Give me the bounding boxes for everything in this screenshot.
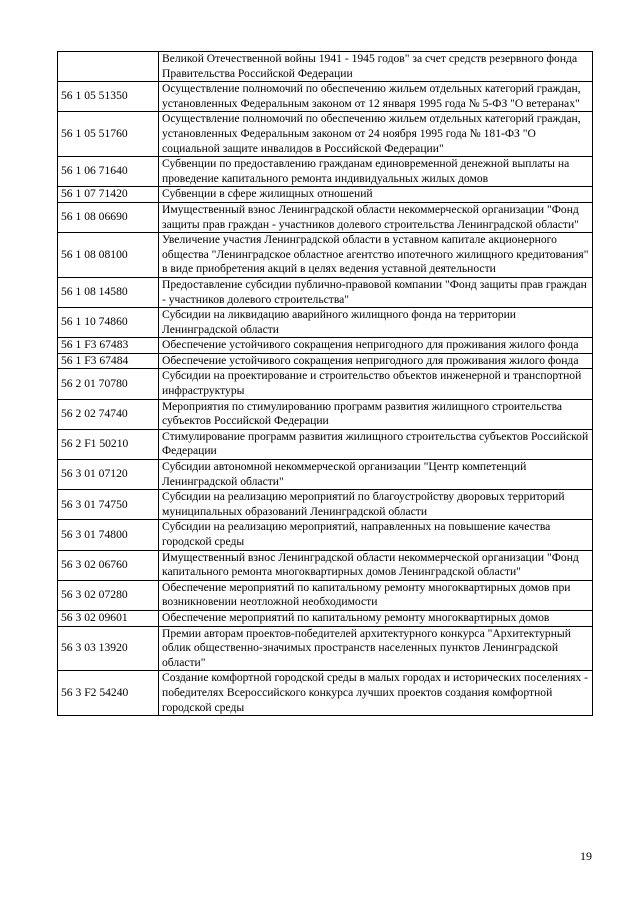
table-row <box>58 520 593 550</box>
budget-code-cell: 56 3 03 13920 <box>58 626 159 671</box>
table-row <box>58 550 593 580</box>
table-row <box>58 626 593 671</box>
budget-code-cell: 56 2 01 70780 <box>58 369 159 399</box>
budget-code-cell: 56 3 01 74800 <box>58 520 159 550</box>
table-row <box>58 353 593 369</box>
table-row <box>58 429 593 459</box>
description-cell: Премии авторам проектов-победителей архитектурного конкурса "Архитектурный облик общественно-значимых пространств населенных пунктов Ленинградской области" <box>159 626 593 671</box>
budget-code-cell: 56 1 F3 67484 <box>58 353 159 369</box>
description-cell: Обеспечение мероприятий по капитальному ремонту многоквартирных домов <box>159 610 593 626</box>
description-cell: Создание комфортной городской среды в малых городах и исторических поселениях - победителях Всероссийского конкурса лучших проектов создания комфортной городской среды <box>159 671 593 716</box>
table-row <box>58 610 593 626</box>
description-cell: Осуществление полномочий по обеспечению жильем отдельных категорий граждан, установленных Федеральным законом от 24 ноября 1995 года № 181-ФЗ "О социальной защите инвалидов в Российской Федерации" <box>159 112 593 157</box>
description-cell: Субсидии на проектирование и строительство объектов инженерной и транспортной инфраструктуры <box>159 369 593 399</box>
description-cell: Обеспечение устойчивого сокращения непригодного для проживания жилого фонда <box>159 338 593 354</box>
table-row <box>58 369 593 399</box>
table-row <box>58 308 593 338</box>
budget-code-cell: 56 2 F1 50210 <box>58 429 159 459</box>
budget-code-cell: 56 2 02 74740 <box>58 399 159 429</box>
table-row <box>58 671 593 716</box>
description-cell: Субсидии на реализацию мероприятий по благоустройству дворовых территорий муниципальных образований Ленинградской области <box>159 490 593 520</box>
description-cell: Обеспечение мероприятий по капитальному ремонту многоквартирных домов при возникновении неотложной необходимости <box>159 580 593 610</box>
table-row <box>58 460 593 490</box>
description-cell: Великой Отечественной войны 1941 - 1945 годов" за счет средств резервного фонда Правительства Российской Федерации <box>159 52 593 82</box>
table-row <box>58 580 593 610</box>
budget-codes-table <box>57 51 593 716</box>
table-row <box>58 338 593 354</box>
table-body <box>58 52 593 716</box>
table-row <box>58 277 593 307</box>
budget-code-cell: 56 3 F2 54240 <box>58 671 159 716</box>
budget-code-cell: 56 1 07 71420 <box>58 187 159 203</box>
table-row <box>58 52 593 82</box>
description-cell: Субвенции по предоставлению гражданам единовременной денежной выплаты на проведение капитального ремонта индивидуальных жилых домов <box>159 157 593 187</box>
table-row <box>58 187 593 203</box>
budget-code-cell <box>58 52 159 82</box>
description-cell: Имущественный взнос Ленинградской области некоммерческой организации "Фонд капитального ремонта многоквартирных домов Ленинградской области" <box>159 550 593 580</box>
table-row <box>58 202 593 232</box>
table-row <box>58 82 593 112</box>
budget-code-cell: 56 1 08 08100 <box>58 233 159 278</box>
description-cell: Стимулирование программ развития жилищного строительства субъектов Российской Федерации <box>159 429 593 459</box>
budget-code-cell: 56 1 08 06690 <box>58 202 159 232</box>
page-number: 19 <box>580 849 592 863</box>
budget-code-cell: 56 3 02 06760 <box>58 550 159 580</box>
description-cell: Предоставление субсидии публично-правовой компании "Фонд защиты прав граждан - участников долевого строительства" <box>159 277 593 307</box>
description-cell: Субсидии на ликвидацию аварийного жилищного фонда на территории Ленинградской области <box>159 308 593 338</box>
table-row <box>58 399 593 429</box>
table-row <box>58 112 593 157</box>
budget-code-cell: 56 1 05 51760 <box>58 112 159 157</box>
table-row <box>58 233 593 278</box>
description-cell: Осуществление полномочий по обеспечению жильем отдельных категорий граждан, установленных Федеральным законом от 12 января 1995 года № 5-ФЗ "О ветеранах" <box>159 82 593 112</box>
description-cell: Имущественный взнос Ленинградской области некоммерческой организации "Фонд защиты прав граждан - участников долевого строительства Ленинградской области" <box>159 202 593 232</box>
budget-code-cell: 56 1 05 51350 <box>58 82 159 112</box>
budget-code-cell: 56 1 08 14580 <box>58 277 159 307</box>
description-cell: Субсидии на реализацию мероприятий, направленных на повышение качества городской среды <box>159 520 593 550</box>
budget-code-cell: 56 3 02 09601 <box>58 610 159 626</box>
description-cell: Субсидии автономной некоммерческой организации "Центр компетенций Ленинградской области" <box>159 460 593 490</box>
description-cell: Субвенции в сфере жилищных отношений <box>159 187 593 203</box>
budget-code-cell: 56 1 10 74860 <box>58 308 159 338</box>
table-row <box>58 157 593 187</box>
budget-code-cell: 56 1 06 71640 <box>58 157 159 187</box>
description-cell: Увеличение участия Ленинградской области в уставном капитале акционерного общества "Ленинградское областное агентство ипотечного жилищного кредитования" в виде приобретения акций в целях ведения уставной деятельности <box>159 233 593 278</box>
description-cell: Обеспечение устойчивого сокращения непригодного для проживания жилого фонда <box>159 353 593 369</box>
description-cell: Мероприятия по стимулированию программ развития жилищного строительства субъектов Российской Федерации <box>159 399 593 429</box>
budget-code-cell: 56 1 F3 67483 <box>58 338 159 354</box>
budget-code-cell: 56 3 01 74750 <box>58 490 159 520</box>
budget-code-cell: 56 3 01 07120 <box>58 460 159 490</box>
table-row <box>58 490 593 520</box>
budget-code-cell: 56 3 02 07280 <box>58 580 159 610</box>
